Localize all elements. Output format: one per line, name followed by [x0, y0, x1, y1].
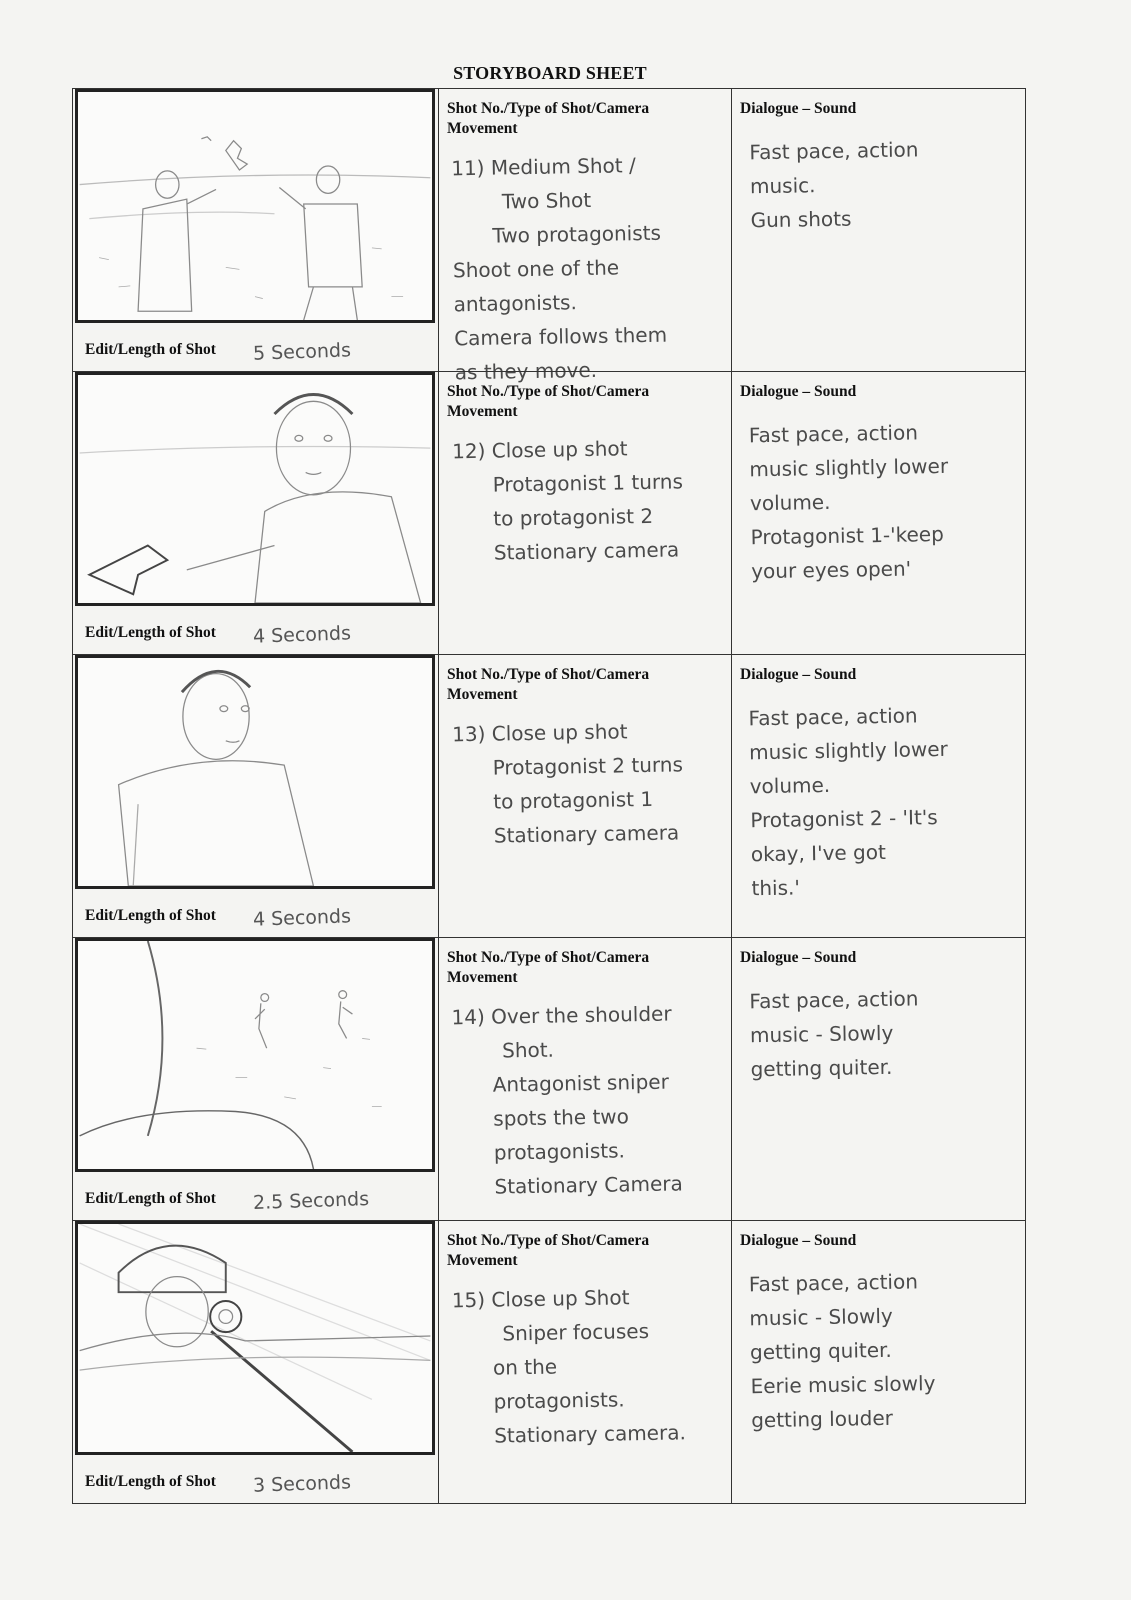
shot-line: antagonists. [453, 290, 578, 317]
edit-length-label: Edit/Length of Shot [85, 1473, 216, 1490]
sound-line: music. [749, 173, 816, 199]
shot-line: Stationary Camera [494, 1171, 683, 1199]
sketch-frame-sniper-close-up [75, 1221, 435, 1455]
sound-notes [748, 697, 1017, 906]
shot-line: Camera follows them [453, 322, 668, 351]
shot-line: protagonists. [493, 1387, 625, 1414]
shot-line: Sniper focuses [502, 1318, 650, 1346]
shot-line: Stationary camera. [493, 1420, 687, 1448]
shot-notes [451, 996, 725, 1205]
sound-notes [749, 414, 1017, 589]
sketch-frame-close-up-protagonist-2 [75, 655, 435, 889]
shot-notes [452, 713, 724, 854]
edit-length-value: 4 Seconds [252, 622, 352, 648]
shot-line: Two protagonists [492, 220, 662, 248]
sound-line: music - Slowly [749, 1303, 893, 1331]
sound-notes [749, 131, 1016, 238]
sketch-frame-two-shot [75, 89, 435, 323]
sound-line: Protagonist 1-'keep [750, 521, 945, 550]
sketch-drawing [78, 941, 432, 1169]
shot-line: 14) Over the shoulder [451, 1001, 672, 1030]
storyboard-row-15 [72, 1220, 1026, 1504]
shot-header: Shot No./Type of Shot/Camera Movement [447, 1232, 650, 1269]
sound-cell [732, 1221, 1027, 1503]
sound-header: Dialogue – Sound [740, 1232, 857, 1249]
sound-header: Dialogue – Sound [740, 666, 857, 683]
sound-cell [732, 89, 1027, 371]
sound-line: Fast pace, action [748, 420, 919, 448]
sound-line: okay, I've got [750, 839, 887, 867]
sound-header: Dialogue – Sound [740, 383, 857, 400]
shot-line: Stationary camera [493, 537, 680, 565]
shot-line: Stationary camera [493, 820, 680, 848]
sound-line: Fast pace, action [749, 137, 919, 165]
sound-line: Eerie music slowly [750, 1371, 936, 1399]
sound-notes [749, 1263, 1017, 1438]
shot-line: to protagonist 1 [493, 786, 654, 814]
shot-line: 15) Close up Shot [451, 1285, 630, 1313]
shot-line: Protagonist 2 turns [492, 752, 684, 780]
sketch-drawing [78, 1224, 432, 1452]
sound-line: Fast pace, action [748, 1269, 919, 1297]
edit-length-value: 4 Seconds [252, 905, 352, 931]
shot-header: Shot No./Type of Shot/Camera Movement [447, 100, 650, 137]
sound-line: Fast pace, action [748, 703, 918, 731]
shot-line: Shoot one of the [452, 255, 620, 283]
shot-line: as they move. [454, 357, 598, 385]
shot-line: Two Shot [501, 187, 592, 214]
edit-length-label: Edit/Length of Shot [85, 907, 216, 924]
shot-line: Protagonist 1 turns [492, 469, 684, 497]
shot-line: to protagonist 2 [493, 503, 654, 531]
shot-notes [452, 1279, 725, 1454]
sketch-drawing [78, 375, 432, 603]
shot-line: protagonists. [493, 1138, 626, 1165]
sound-line: this.' [751, 875, 801, 901]
storyboard-row-13 [72, 654, 1026, 937]
frame-cell [73, 655, 439, 937]
edit-length-value: 5 Seconds [252, 339, 352, 365]
sound-line: your eyes open' [750, 556, 912, 584]
frame-cell [73, 1221, 439, 1503]
shot-cell [439, 372, 732, 654]
sketch-frame-over-the-shoulder [75, 938, 435, 1172]
shot-cell [439, 938, 732, 1220]
edit-length-value: 3 Seconds [252, 1471, 352, 1497]
sound-line: Protagonist 2 - 'It's [750, 805, 938, 833]
storyboard-row-11 [72, 88, 1026, 385]
shot-header: Shot No./Type of Shot/Camera Movement [447, 949, 650, 986]
shot-line: on the [492, 1354, 558, 1380]
storyboard-grid [72, 88, 1026, 1504]
storyboard-row-12 [72, 371, 1026, 654]
shot-header: Shot No./Type of Shot/Camera Movement [447, 666, 650, 703]
sound-line: volume. [749, 489, 831, 516]
shot-line: Antagonist sniper [492, 1069, 670, 1097]
sound-header: Dialogue – Sound [740, 949, 857, 966]
edit-length-label: Edit/Length of Shot [85, 1190, 216, 1207]
frame-cell [73, 89, 439, 371]
sound-line: getting quiter. [750, 1054, 893, 1082]
shot-cell [439, 655, 732, 937]
sound-header: Dialogue – Sound [740, 100, 857, 117]
shot-line: spots the two [493, 1104, 630, 1131]
sound-line: Gun shots [750, 206, 852, 233]
shot-notes [451, 147, 725, 390]
sound-line: music slightly lower [748, 736, 948, 765]
sound-line: music - Slowly [749, 1020, 894, 1048]
shot-header: Shot No./Type of Shot/Camera Movement [447, 383, 650, 420]
sound-line: getting quiter. [749, 1337, 893, 1365]
sound-line: music slightly lower [749, 453, 949, 482]
frame-cell [73, 938, 439, 1220]
shot-notes [452, 430, 724, 571]
sound-line: getting louder [750, 1405, 894, 1433]
edit-length-label: Edit/Length of Shot [85, 341, 216, 358]
shot-cell [439, 1221, 732, 1503]
edit-length-label: Edit/Length of Shot [85, 624, 216, 641]
sketch-drawing [78, 658, 432, 886]
shot-line: 11) Medium Shot / [451, 153, 636, 181]
shot-cell [439, 89, 732, 385]
shot-line: 13) Close up shot [451, 719, 628, 747]
sound-notes [749, 980, 1016, 1087]
shot-line: 12) Close up shot [451, 436, 628, 464]
sketch-drawing [78, 92, 432, 320]
frame-cell [73, 372, 439, 654]
edit-length-value: 2.5 Seconds [252, 1187, 370, 1215]
storyboard-row-14 [72, 937, 1026, 1220]
sound-cell [732, 938, 1027, 1220]
sound-cell [732, 372, 1027, 654]
sheet-title: STORYBOARD SHEET [453, 63, 647, 83]
sketch-frame-close-up-protagonist-1 [75, 372, 435, 606]
sound-cell [732, 655, 1027, 937]
sound-line: Fast pace, action [749, 986, 919, 1014]
shot-line: Shot. [501, 1037, 555, 1063]
sound-line: volume. [749, 772, 831, 799]
